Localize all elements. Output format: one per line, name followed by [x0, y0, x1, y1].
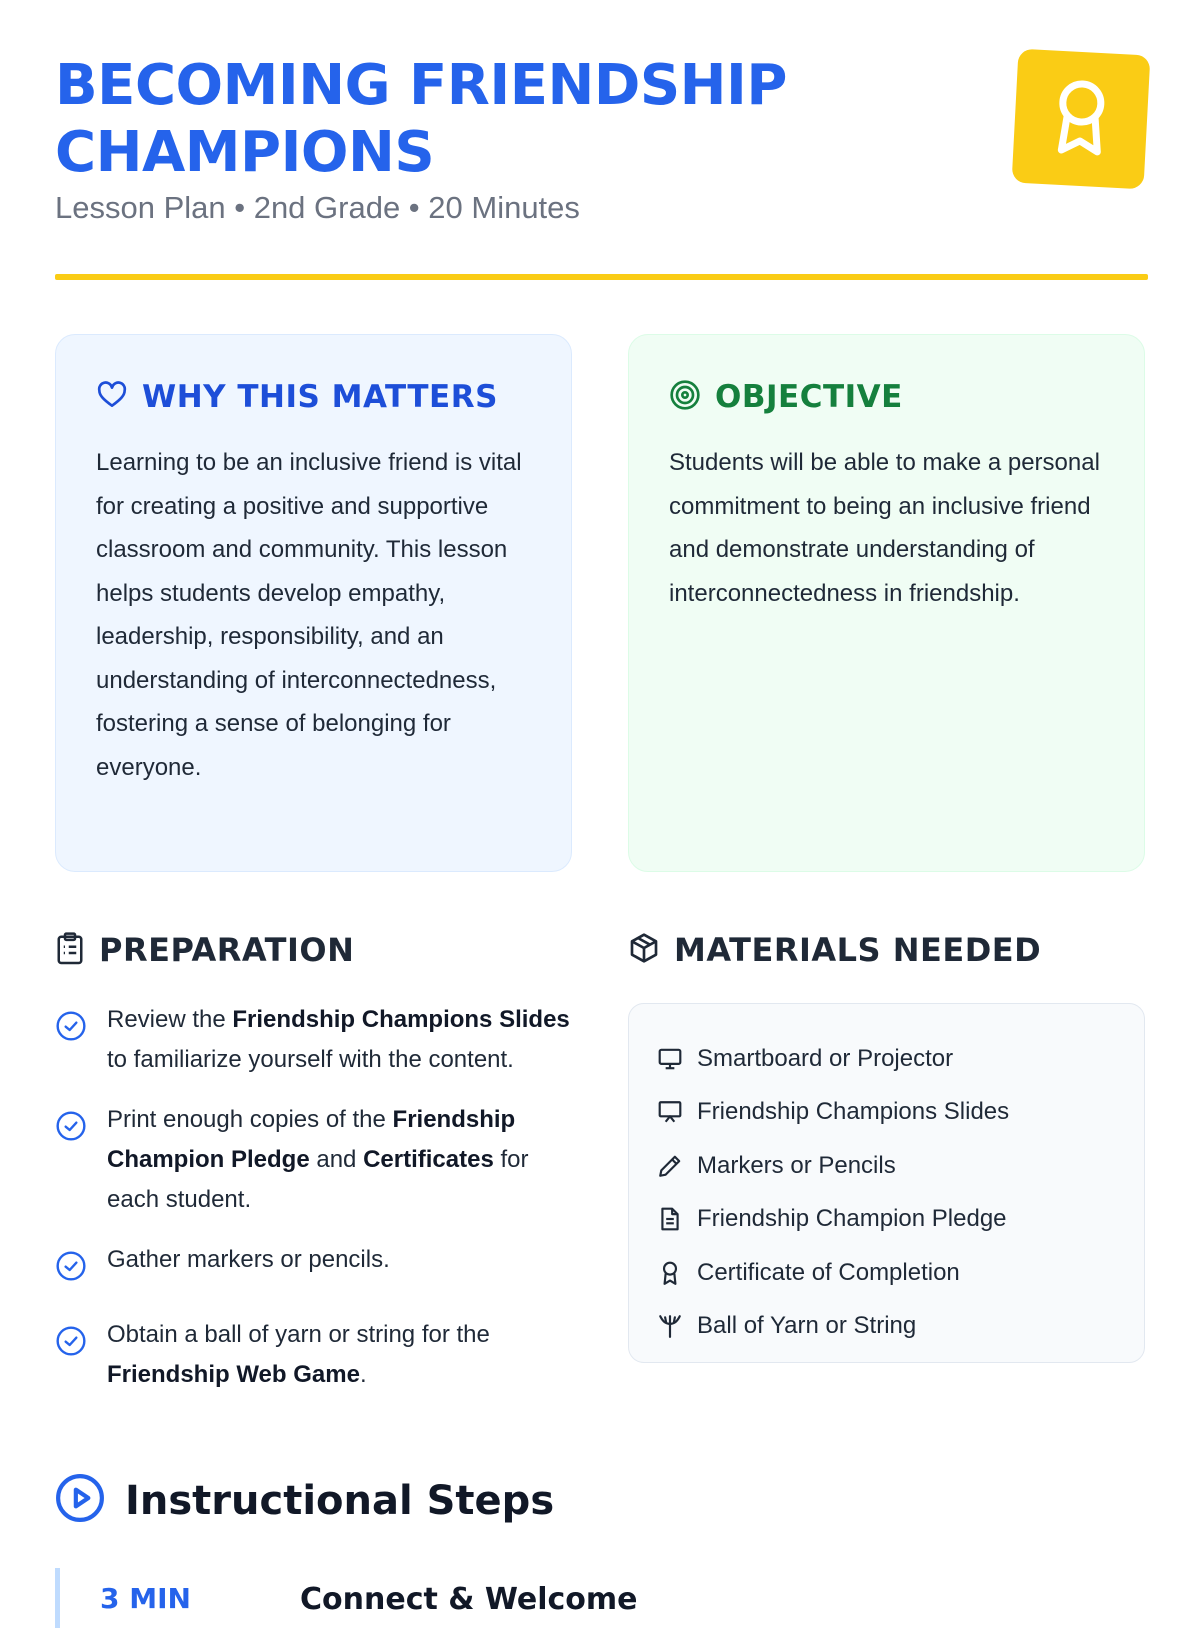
objective-title: OBJECTIVE [715, 379, 903, 415]
material-label: Markers or Pencils [697, 1151, 896, 1179]
material-item [657, 1246, 1144, 1300]
step-accent-bar [55, 1568, 60, 1628]
materials-title: MATERIALS NEEDED [674, 931, 1042, 969]
check-circle-icon [55, 1110, 87, 1220]
materials-box [628, 1003, 1145, 1363]
preparation-item-text: Review the Friendship Champions Slides to familiarize yourself with the content. [107, 1006, 570, 1073]
yarn-icon [657, 1313, 683, 1339]
preparation-item [55, 1000, 575, 1080]
award-icon [657, 1260, 683, 1286]
package-icon [628, 932, 660, 969]
preparation-item [55, 1315, 575, 1395]
preparation-item [55, 1240, 575, 1295]
presentation-icon [657, 1099, 683, 1125]
page-subtitle: Lesson Plan • 2nd Grade • 20 Minutes [55, 190, 580, 225]
materials-heading [628, 928, 1041, 972]
preparation-item-text: Obtain a ball of yarn or string for the Friendship Web Game. [107, 1321, 490, 1388]
preparation-item-text: Gather markers or pencils. [107, 1246, 390, 1273]
check-circle-icon [55, 1325, 87, 1395]
step-time: 3 MIN [100, 1582, 191, 1615]
header-divider [55, 274, 1148, 280]
preparation-list [55, 1000, 575, 1415]
preparation-heading [55, 928, 354, 972]
why-body: Learning to be an inclusive friend is vital for creating a positive and supportive classroom and community. This lesson helps students develop empathy, leadership, responsibility, and an understanding of interconnectedness, fostering a sense of belonging for everyone. [96, 449, 522, 781]
why-title: WHY THIS MATTERS [142, 379, 498, 415]
instructional-steps-title: Instructional Steps [125, 1477, 555, 1524]
heart-icon [96, 379, 128, 416]
award-badge [1012, 49, 1151, 190]
material-label: Ball of Yarn or String [697, 1312, 917, 1340]
lesson-plan-page [55, 0, 1148, 1617]
objective-body: Students will be able to make a personal commitment to being an inclusive friend and demonstrate understanding of interconnectedness in friendship. [669, 449, 1100, 607]
preparation-item [55, 1100, 575, 1220]
step-name: Connect & Welcome [300, 1582, 638, 1617]
instructional-steps-heading [55, 1473, 554, 1528]
why-card [55, 334, 572, 872]
award-icon [1051, 75, 1111, 163]
pencil-icon [657, 1153, 683, 1179]
material-item [657, 1300, 1144, 1354]
clipboard-icon [55, 931, 85, 970]
play-circle-icon [55, 1473, 105, 1528]
document-icon [657, 1206, 683, 1232]
material-item [657, 1193, 1144, 1247]
page-title: BECOMING FRIENDSHIP CHAMPIONS [55, 53, 787, 185]
preparation-item-text: Print enough copies of the Friendship Champion Pledge and Certificates for each student. [107, 1106, 529, 1213]
material-label: Friendship Champions Slides [697, 1098, 1010, 1126]
material-item [657, 1139, 1144, 1193]
material-item [657, 1032, 1144, 1086]
material-label: Smartboard or Projector [697, 1044, 954, 1072]
material-label: Friendship Champion Pledge [697, 1205, 1007, 1233]
header [55, 0, 1148, 290]
material-item [657, 1086, 1144, 1140]
monitor-icon [657, 1046, 683, 1072]
check-circle-icon [55, 1010, 87, 1080]
target-icon [669, 379, 701, 416]
material-label: Certificate of Completion [697, 1258, 960, 1286]
objective-card [628, 334, 1145, 872]
check-circle-icon [55, 1250, 87, 1295]
preparation-title: PREPARATION [99, 931, 355, 969]
